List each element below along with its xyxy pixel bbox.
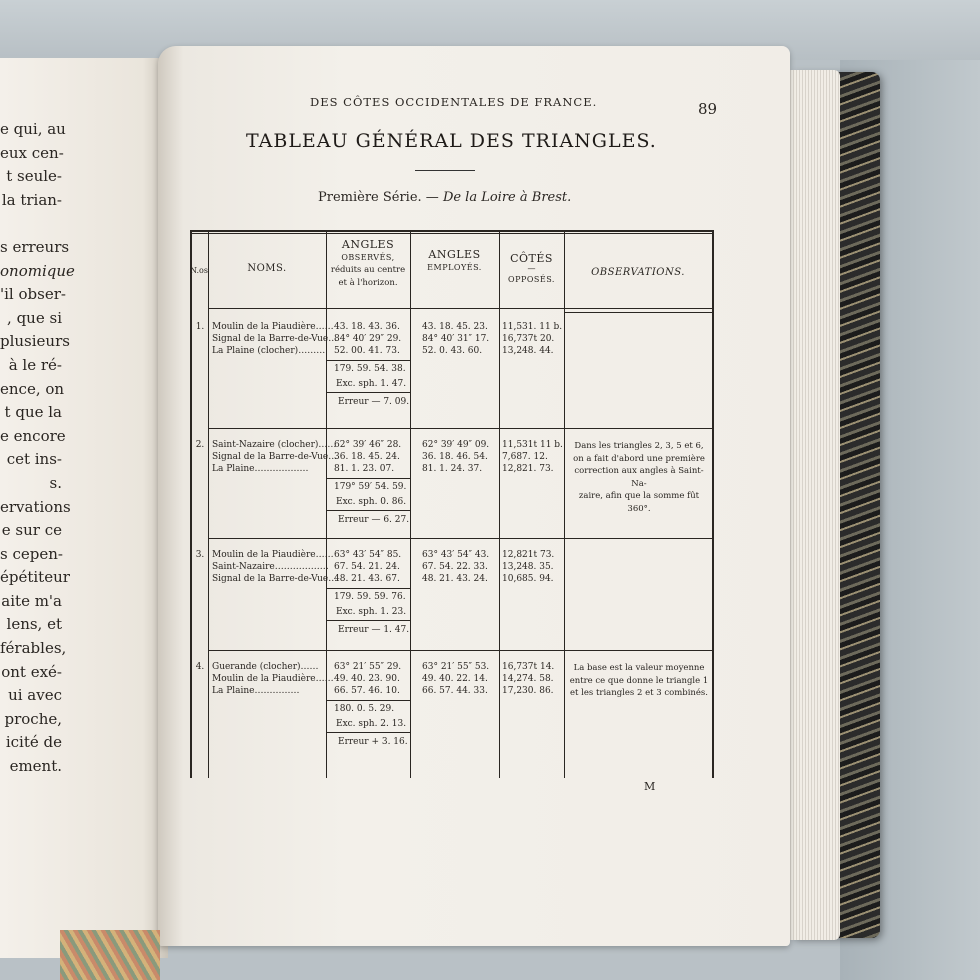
employed-angle: 81. 1. 24. 37. [422,464,483,474]
left-page-text [0,118,75,779]
station-name: Signal de la Barre-de-Vue… [212,334,338,344]
opposite-side: 16,737t 14. [502,662,555,672]
row-separator [208,538,712,539]
observed-angle: 52. 00. 41. 73. [334,346,400,356]
series-range: De la Loire à Brest. [442,190,572,205]
station-name: Saint-Nazaire (clocher)…… [212,440,337,450]
station-name: La Plaine……………… [212,464,309,474]
header-noms: NOMS. [247,263,287,274]
observed-angle: 63° 21′ 55″ 29. [334,662,402,672]
left-page-line: e qui, au [0,120,66,138]
left-page-line: épétiteur [0,568,70,587]
row-separator-observations [564,312,712,313]
header-cotes-rule: — [527,264,536,273]
title-rule [415,170,475,171]
error-rule [326,732,410,733]
left-page-line: ence, on [0,379,65,398]
sum-rule [326,700,410,701]
employed-angle: 43. 18. 45. 23. [422,322,488,332]
opposite-side: 11,531t 11 b. [502,440,563,450]
observation-line: correction aux angles à Saint-Na- [574,466,704,489]
observed-angle: 62° 39′ 46″ 28. [334,440,402,450]
observed-angle: 81. 1. 23. 07. [334,464,395,474]
closure-error: Erreur — 7. 09. [338,397,410,407]
employed-angle: 63° 21′ 55″ 53. [422,662,490,672]
employed-angle: 49. 40. 22. 14. [422,674,488,684]
employed-angle: 84° 40′ 31″ 17. [422,334,490,344]
observed-angle: 48. 21. 43. 67. [334,574,400,584]
angle-sum: 179. 59. 59. 76. [334,592,406,602]
left-page-line: cet ins- [6,450,62,469]
left-page-line: à le ré- [8,355,62,374]
employed-angle: 62° 39′ 49″ 09. [422,440,490,450]
opposite-side: 7,687. 12. [502,452,548,462]
left-page-line: ui avec [8,686,62,705]
observation-line: Dans les triangles 2, 3, 5 et 6, [574,441,704,451]
station-name: Guerande (clocher)…… [212,662,319,672]
left-page-line: ervations [0,497,71,516]
row-number: 1. [195,322,205,332]
opposite-side: 13,248. 35. [502,562,554,572]
table-top-rule-inner [190,233,712,234]
error-rule [326,392,410,393]
left-page-line: e sur ce [1,521,62,540]
closure-error: Erreur + 3. 16. [338,737,408,747]
header-angles2-label: ANGLES [428,248,481,261]
closure-error: Erreur — 6. 27. [338,515,410,525]
employed-angle: 67. 54. 22. 33. [422,562,488,572]
observation-line: La base est la valeur moyenne [573,663,705,673]
left-page-line: aite m'a [1,591,62,610]
station-name: Moulin de la Piaudière…… [212,550,334,560]
employed-angle: 52. 0. 43. 60. [422,346,483,356]
series-label: Première Série. — [318,190,443,205]
station-name: La Plaine…………… [212,686,300,696]
header-cotes-label: CÔTÉS [510,252,553,265]
left-page-line: e encore [0,426,66,445]
observation-note [568,662,710,700]
station-name: Saint-Nazaire……………… [212,562,329,572]
header-reduits-label: réduits au centre [330,265,406,275]
row-number: 3. [195,550,205,560]
error-rule [326,620,410,621]
page-title: TABLEAU GÉNÉRAL DES TRIANGLES. [246,130,657,152]
station-name: Moulin de la Piaudière…… [212,322,334,332]
left-page-line: onomique [0,261,75,280]
closure-error: Erreur — 1. 47. [338,625,410,635]
header-horizon-label: et à l'horizon. [338,278,398,288]
opposite-side: 13,248. 44. [502,346,554,356]
col-divider-employed [499,230,500,778]
table-top-rule [190,230,712,232]
header-angles-label: ANGLES [341,238,395,251]
angle-sum: 179° 59′ 54. 59. [334,482,407,492]
station-name: Moulin de la Piaudière…… [212,674,334,684]
table-right-border [712,230,714,778]
table-left-border [190,230,192,778]
observation-line: entre ce que donne le triangle 1 [569,675,709,686]
left-page-line: s erreurs [0,237,70,256]
col-divider-noms [326,230,327,778]
sum-rule [326,478,410,479]
left-page-line: s. [49,473,62,492]
left-page-line: t que la [4,403,62,422]
bookmark-ribbon [60,930,160,980]
spherical-excess: Exc. sph. 2. 13. [336,719,407,729]
left-page-line: ement. [9,757,62,776]
running-header: DES CÔTES OCCIDENTALES DE FRANCE. [310,95,598,109]
series-heading [318,190,571,205]
row-separator [208,428,712,429]
row-separator [208,650,712,651]
page-number: 89 [698,100,718,118]
spherical-excess: Exc. sph. 0. 86. [336,497,407,507]
left-page-line [0,212,62,236]
observation-line: et les triangles 2 et 3 combinés. [570,688,708,698]
spherical-excess: Exc. sph. 1. 47. [336,379,407,389]
left-page-line: lens, et [6,615,62,634]
left-page-line: ont exé- [1,662,62,681]
left-page-line: plusieurs [0,332,70,351]
observed-angle: 63° 43′ 54″ 85. [334,550,402,560]
left-page-line: t seule- [6,167,62,186]
left-page-line: proche, [4,709,62,728]
left-page-line: icité de [5,733,62,752]
error-rule [326,510,410,511]
observed-angle: 43. 18. 43. 36. [334,322,400,332]
opposite-side: 14,274. 58. [502,674,554,684]
signature-mark: M [644,780,656,793]
observation-line: on a fait d'abord une première [573,453,705,464]
employed-angle: 63° 43′ 54″ 43. [422,550,490,560]
angle-sum: 180. 0. 5. 29. [334,704,395,714]
opposite-side: 16,737t 20. [502,334,555,344]
header-observations: OBSERVATIONS. [591,267,685,278]
left-page-line: 'il obser- [0,285,66,304]
left-page-line: la trian- [1,190,62,209]
station-name: Signal de la Barre-de-Vue… [212,574,338,584]
observed-angle: 36. 18. 45. 24. [334,452,400,462]
left-page-line: férables, [0,639,67,658]
row-number: 4. [195,662,205,672]
spherical-excess: Exc. sph. 1. 23. [336,607,407,617]
left-page-line: , que si [7,308,62,327]
angle-sum: 179. 59. 54. 38. [334,364,406,374]
opposite-side: 17,230. 86. [502,686,554,696]
header-angles-observes [326,238,410,290]
left-page-line: eux cen- [0,143,64,162]
header-bottom-rule [208,308,712,309]
observed-angle: 84° 40′ 29″ 29. [334,334,402,344]
left-page-line: s cepen- [0,544,63,563]
opposite-side: 10,685. 94. [502,574,554,584]
header-opposes-label: OPPOSÉS. [508,275,555,284]
observed-angle: 66. 57. 46. 10. [334,686,400,696]
observation-line: zaire, afin que la somme fût 360°. [578,491,700,514]
observation-note [568,440,710,515]
opposite-side: 12,821t 73. [502,550,555,560]
col-divider-no [208,230,209,778]
header-angles-employes [410,248,499,274]
station-name: Signal de la Barre-de-Vue… [212,452,338,462]
header-cotes [499,252,564,286]
station-name: La Plaine (clocher)……… [212,346,326,356]
observed-angle: 67. 54. 21. 24. [334,562,400,572]
employed-angle: 48. 21. 43. 24. [422,574,488,584]
header-employes-label: EMPLOYÉS. [427,263,482,272]
opposite-side: 12,821. 73. [502,464,554,474]
triangles-table [178,224,720,780]
sum-rule [326,360,410,361]
observed-angle: 49. 40. 23. 90. [334,674,400,684]
sum-rule [326,588,410,589]
employed-angle: 66. 57. 44. 33. [422,686,488,696]
employed-angle: 36. 18. 46. 54. [422,452,488,462]
row-number: 2. [195,440,205,450]
header-observes-label: OBSERVÉS, [341,253,395,262]
col-divider-observed [410,230,411,778]
header-no: N.os [190,266,208,275]
opposite-side: 11,531. 11 b. [502,322,563,332]
